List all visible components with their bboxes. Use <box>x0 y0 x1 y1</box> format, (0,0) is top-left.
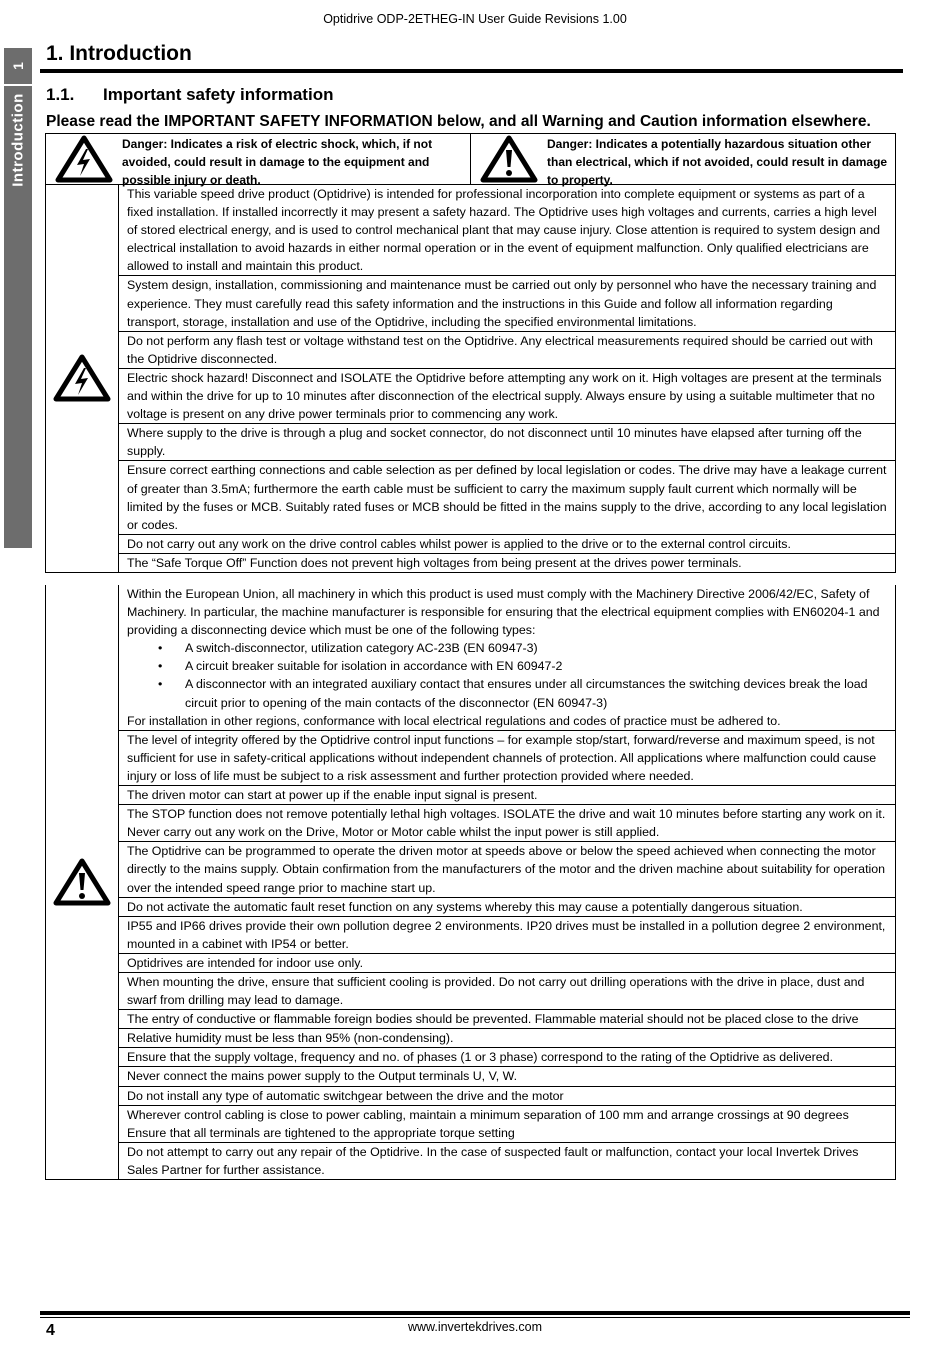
list-item: IP55 and IP66 drives provide their own pollution degree 2 environments. IP20 drives must be installed in a pollution degree 2 environment, mounted in a cabinet with IP54 or better. <box>119 917 895 954</box>
danger-legend <box>45 133 896 185</box>
page-number: 4 <box>46 1322 55 1339</box>
list-item-cabling <box>119 1106 895 1143</box>
danger-general-text: Danger: Indicates a potentially hazardous situation other than electrical, which if not avoided, could result in damage to property. <box>547 137 888 187</box>
list-item: Do not carry out any work on the drive control cables whilst power is applied to the drive or to the external control circuits. <box>119 535 895 554</box>
list-item: Do not perform any flash test or voltage withstand test on the Optidrive. Any electrical measurements required should be carried out with the Optidrive disconnected. <box>119 332 895 369</box>
page-header: Optidrive ODP-2ETHEG-IN User Guide Revisions 1.00 <box>323 12 627 26</box>
cabling-text: Wherever control cabling is close to power cabling, maintain a minimum separation of 100 mm and arrange crossings at 90 degrees <box>127 1107 849 1122</box>
list-item: Do not install any type of automatic switchgear between the drive and the motor <box>119 1087 895 1106</box>
list-item: The “Safe Torque Off” Function does not prevent high voltages from being present at the drives power terminals. <box>127 555 742 570</box>
bullet-item: • A circuit breaker suitable for isolation in accordance with EN 60947-2 <box>185 657 887 675</box>
list-item: The Optidrive can be programmed to operate the driven motor at speeds above or below the speed achieved when connecting the motor directly to the mains supply. Obtain confirmation from the manufacturers of the motor and the driven machine about suitability for operation over the intended speed range prior to machine start up. <box>119 842 895 897</box>
danger-electric-text: Danger: Indicates a risk of electric shock, which, if not avoided, could result in damage to the equipment and possible injury or death. <box>122 137 433 187</box>
chapter-number: 1 <box>4 48 32 86</box>
footer-website[interactable]: www.invertekdrives.com <box>407 1320 543 1334</box>
list-item-eu-directive <box>119 585 895 731</box>
list-item: Ensure that the supply voltage, frequency and no. of phases (1 or 3 phase) correspond to the rating of the Optidrive as delivered. <box>119 1048 895 1067</box>
list-item: The driven motor can start at power up if the enable input signal is present. <box>119 786 895 805</box>
chapter-side-tab[interactable] <box>4 48 32 548</box>
electric-hazard-icon <box>46 185 119 572</box>
list-item: Relative humidity must be less than 95% (non-condensing). <box>119 1029 895 1048</box>
eu-bullet-list <box>127 639 887 711</box>
list-item: Where supply to the drive is through a plug and socket connector, do not disconnect until 10 minutes have elapsed after turning off the supply. <box>119 424 895 461</box>
chapter-label: Introduction <box>9 93 27 187</box>
footer-rule-thin <box>40 1317 910 1318</box>
list-item: Do not activate the automatic fault reset function on any systems whereby this may cause a potentially dangerous situation. <box>119 898 895 917</box>
general-hazard-icon <box>471 134 547 184</box>
list-item: The entry of conductive or flammable foreign bodies should be prevented. Flammable material should not be placed close to the drive <box>119 1010 895 1029</box>
list-item: The STOP function does not remove potentially lethal high voltages. ISOLATE the drive and wait 10 minutes before starting any work on it. Never carry out any work on the Drive, Motor or Motor cable whilst the input power is still applied. <box>119 805 895 842</box>
list-item: Optidrives are intended for indoor use only. <box>119 954 895 973</box>
subsection-title: 1.1. Important safety information <box>46 85 334 104</box>
list-item: Do not attempt to carry out any repair of the Optidrive. In the case of suspected fault or malfunction, contact your local Invertek Drives Sales Partner for further assistance. <box>127 1144 859 1177</box>
eu-lead-text: Within the European Union, all machinery in which this product is used must comply with the Machinery Directive 2006/42/EC, Safety of Machinery. In particular, the machine manufacturer is responsible for ensuring that the electrical equipment complies with EN60204-1 and providing a disconnecting device which must be one of the following types: <box>127 587 880 638</box>
list-item: This variable speed drive product (Optidrive) is intended for professional incorporation into complete equipment or systems as part of a fixed installation. If installed incorrectly it may present a safety hazard. The Optidrive uses high voltages and currents, carries a high level of stored electrical energy, and is used to control mechanical plant that may cause injury. Close attention is required to system design and electrical installation to avoid hazards in either normal operation or in the event of equipment malfunction. Only qualified electricians are allowed to install and maintain this product. <box>119 185 895 276</box>
bullet-item: • A disconnector with an integrated auxiliary contact that ensures under all circumstances the switching devices break the load circuit prior to opening of the main contacts of the disconnector (EN 60947-3) <box>185 675 887 711</box>
list-item: The level of integrity offered by the Optidrive control input functions – for example stop/start, forward/reverse and maximum speed, is not sufficient for use in safety-critical applications without independent channels of protection. All applications where malfunction could cause injury or loss of life must be subject to a risk assessment and further protection provided where needed. <box>119 731 895 786</box>
section-title: 1. Introduction <box>46 42 192 65</box>
electric-warnings-group <box>45 185 896 573</box>
general-warnings-group <box>45 585 896 1180</box>
list-item: When mounting the drive, ensure that sufficient cooling is provided. Do not carry out drilling operations with the drive in place, dust and swarf from drilling may lead to damage. <box>119 973 895 1010</box>
general-hazard-icon <box>46 585 119 1179</box>
footer-rule <box>40 1311 910 1315</box>
eu-tail-text: For installation in other regions, conformance with local electrical regulations and codes of practice must be adhered to. <box>127 713 781 728</box>
bullet-item: • A switch-disconnector, utilization category AC-23B (EN 60947-3) <box>185 639 887 657</box>
electric-hazard-icon <box>46 134 122 184</box>
list-item: Never connect the mains power supply to the Output terminals U, V, W. <box>119 1067 895 1086</box>
intro-text: Please read the IMPORTANT SAFETY INFORMATION below, and all Warning and Caution information elsewhere. <box>46 113 871 130</box>
terminals-text: Ensure that all terminals are tightened to the appropriate torque setting <box>127 1125 515 1140</box>
title-rule <box>40 69 903 73</box>
list-item: Ensure correct earthing connections and cable selection as per defined by local legislation or codes. The drive may have a leakage current of greater than 3.5mA; furthermore the earth cable must be sufficient to carry the maximum supply fault current which normally will be limited by the fuses or MCB. Suitably rated fuses or MCB should be fitted in the mains supply to the drive, according to any local legislation or codes. <box>119 461 895 534</box>
list-item: System design, installation, commissioning and maintenance must be carried out only by personnel who have the necessary training and experience. They must carefully read this safety information and the instructions in this Guide and follow all information regarding transport, storage, installation and use of the Optidrive, including the specified environmental limitations. <box>119 276 895 331</box>
list-item: Electric shock hazard! Disconnect and ISOLATE the Optidrive before attempting any work on it. High voltages are present at the terminals and within the drive for up to 10 minutes after disconnection of the electrical supply. Always ensure by using a suitable multimeter that no voltage is present on any drive power terminals prior to commencing any work. <box>119 369 895 424</box>
